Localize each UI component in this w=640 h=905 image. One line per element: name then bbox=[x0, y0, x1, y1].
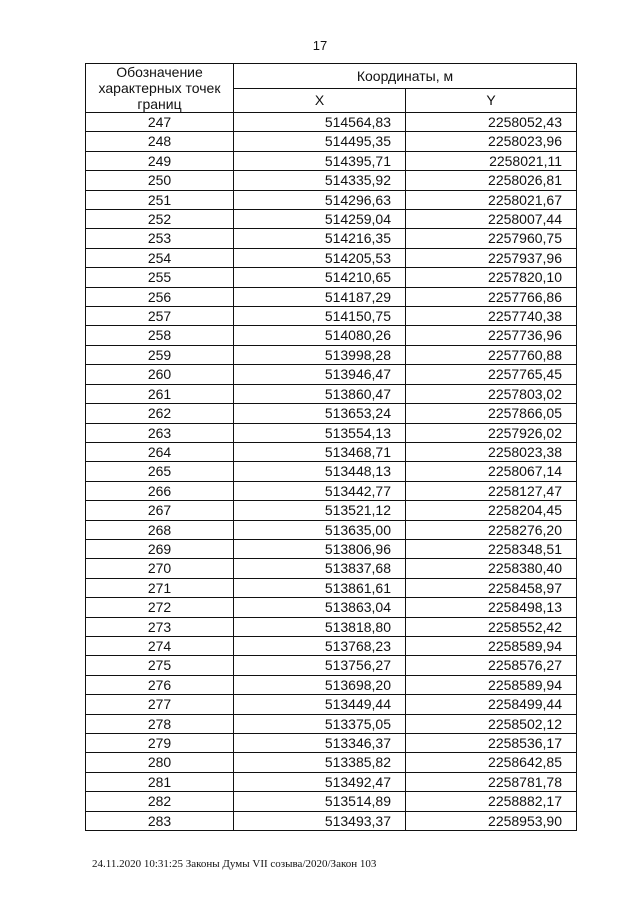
table-row bbox=[86, 481, 577, 500]
table-row bbox=[86, 268, 577, 287]
point-cell: 268 bbox=[86, 520, 234, 539]
point-cell: 247 bbox=[86, 113, 234, 132]
point-cell: 251 bbox=[86, 190, 234, 209]
point-cell: 262 bbox=[86, 404, 234, 423]
header-row-top bbox=[86, 64, 577, 89]
point-cell: 257 bbox=[86, 307, 234, 326]
x-cell: 513385,82 bbox=[234, 753, 406, 772]
x-cell: 513768,23 bbox=[234, 636, 406, 655]
y-cell: 2258067,14 bbox=[406, 462, 577, 481]
table-row bbox=[86, 617, 577, 636]
page-number: 17 bbox=[312, 38, 328, 53]
x-cell: 513448,13 bbox=[234, 462, 406, 481]
document-footer: 24.11.2020 10:31:25 Законы Думы VII созыва/2020/Закон 103 bbox=[92, 858, 377, 870]
point-cell: 278 bbox=[86, 714, 234, 733]
point-cell: 254 bbox=[86, 248, 234, 267]
y-cell: 2258589,94 bbox=[406, 675, 577, 694]
point-cell: 253 bbox=[86, 229, 234, 248]
x-cell: 513946,47 bbox=[234, 365, 406, 384]
table-row bbox=[86, 520, 577, 539]
table-row bbox=[86, 753, 577, 772]
table-row bbox=[86, 171, 577, 190]
y-cell: 2257766,86 bbox=[406, 287, 577, 306]
table-row bbox=[86, 365, 577, 384]
y-cell: 2258021,67 bbox=[406, 190, 577, 209]
point-cell: 249 bbox=[86, 151, 234, 170]
table-body bbox=[86, 113, 577, 831]
x-cell: 513468,71 bbox=[234, 442, 406, 461]
y-cell: 2257820,10 bbox=[406, 268, 577, 287]
x-cell: 513698,20 bbox=[234, 675, 406, 694]
y-cell: 2257960,75 bbox=[406, 229, 577, 248]
point-cell: 280 bbox=[86, 753, 234, 772]
y-cell: 2258536,17 bbox=[406, 734, 577, 753]
boundary-coordinates-table bbox=[85, 63, 577, 831]
table-row bbox=[86, 345, 577, 364]
x-cell: 514080,26 bbox=[234, 326, 406, 345]
table-row bbox=[86, 539, 577, 558]
table-row bbox=[86, 423, 577, 442]
y-cell: 2258458,97 bbox=[406, 578, 577, 597]
y-cell: 2258021,11 bbox=[406, 151, 577, 170]
y-cell: 2258642,85 bbox=[406, 753, 577, 772]
point-cell: 266 bbox=[86, 481, 234, 500]
x-cell: 513375,05 bbox=[234, 714, 406, 733]
table-row bbox=[86, 326, 577, 345]
point-cell: 283 bbox=[86, 811, 234, 830]
y-cell: 2258348,51 bbox=[406, 539, 577, 558]
y-cell: 2257866,05 bbox=[406, 404, 577, 423]
point-cell: 255 bbox=[86, 268, 234, 287]
point-cell: 248 bbox=[86, 132, 234, 151]
point-cell: 276 bbox=[86, 675, 234, 694]
x-cell: 514395,71 bbox=[234, 151, 406, 170]
y-cell: 2257926,02 bbox=[406, 423, 577, 442]
table-row bbox=[86, 190, 577, 209]
x-cell: 514495,35 bbox=[234, 132, 406, 151]
table-row bbox=[86, 792, 577, 811]
table-row bbox=[86, 559, 577, 578]
y-cell: 2258052,43 bbox=[406, 113, 577, 132]
point-cell: 274 bbox=[86, 636, 234, 655]
x-cell: 513442,77 bbox=[234, 481, 406, 500]
x-cell: 514210,65 bbox=[234, 268, 406, 287]
table-row bbox=[86, 636, 577, 655]
point-cell: 258 bbox=[86, 326, 234, 345]
point-cell: 261 bbox=[86, 384, 234, 403]
y-cell: 2258882,17 bbox=[406, 792, 577, 811]
header-coordinates: Координаты, м bbox=[234, 64, 577, 89]
x-cell: 513449,44 bbox=[234, 695, 406, 714]
point-cell: 281 bbox=[86, 772, 234, 791]
x-cell: 513818,80 bbox=[234, 617, 406, 636]
x-cell: 513521,12 bbox=[234, 501, 406, 520]
point-cell: 259 bbox=[86, 345, 234, 364]
y-cell: 2258781,78 bbox=[406, 772, 577, 791]
y-cell: 2258026,81 bbox=[406, 171, 577, 190]
x-cell: 514564,83 bbox=[234, 113, 406, 132]
table-row bbox=[86, 287, 577, 306]
point-cell: 272 bbox=[86, 598, 234, 617]
y-cell: 2257803,02 bbox=[406, 384, 577, 403]
y-cell: 2258576,27 bbox=[406, 656, 577, 675]
y-cell: 2258023,96 bbox=[406, 132, 577, 151]
y-cell: 2258589,94 bbox=[406, 636, 577, 655]
point-cell: 271 bbox=[86, 578, 234, 597]
y-cell: 2258552,42 bbox=[406, 617, 577, 636]
x-cell: 514335,92 bbox=[234, 171, 406, 190]
x-cell: 513653,24 bbox=[234, 404, 406, 423]
point-cell: 282 bbox=[86, 792, 234, 811]
header-points: Обозначение характерных точек границ bbox=[86, 64, 234, 113]
x-cell: 514205,53 bbox=[234, 248, 406, 267]
x-cell: 513863,04 bbox=[234, 598, 406, 617]
table-row bbox=[86, 578, 577, 597]
x-cell: 513756,27 bbox=[234, 656, 406, 675]
y-cell: 2258127,47 bbox=[406, 481, 577, 500]
point-cell: 277 bbox=[86, 695, 234, 714]
y-cell: 2258007,44 bbox=[406, 210, 577, 229]
table-row bbox=[86, 501, 577, 520]
point-cell: 270 bbox=[86, 559, 234, 578]
table-row bbox=[86, 772, 577, 791]
table-row bbox=[86, 384, 577, 403]
y-cell: 2258380,40 bbox=[406, 559, 577, 578]
table-row bbox=[86, 210, 577, 229]
x-cell: 514259,04 bbox=[234, 210, 406, 229]
point-cell: 252 bbox=[86, 210, 234, 229]
table-row bbox=[86, 675, 577, 694]
header-x: X bbox=[234, 88, 406, 113]
y-cell: 2258498,13 bbox=[406, 598, 577, 617]
table-header bbox=[86, 64, 577, 113]
table-row bbox=[86, 151, 577, 170]
header-y: Y bbox=[406, 88, 577, 113]
table-row bbox=[86, 307, 577, 326]
y-cell: 2258023,38 bbox=[406, 442, 577, 461]
table-row bbox=[86, 734, 577, 753]
x-cell: 513861,61 bbox=[234, 578, 406, 597]
point-cell: 267 bbox=[86, 501, 234, 520]
table-row bbox=[86, 811, 577, 830]
table-row bbox=[86, 248, 577, 267]
table-row bbox=[86, 404, 577, 423]
y-cell: 2258276,20 bbox=[406, 520, 577, 539]
x-cell: 513492,47 bbox=[234, 772, 406, 791]
table-row bbox=[86, 714, 577, 733]
point-cell: 275 bbox=[86, 656, 234, 675]
x-cell: 513514,89 bbox=[234, 792, 406, 811]
point-cell: 273 bbox=[86, 617, 234, 636]
table-row bbox=[86, 229, 577, 248]
x-cell: 513493,37 bbox=[234, 811, 406, 830]
y-cell: 2257736,96 bbox=[406, 326, 577, 345]
y-cell: 2258499,44 bbox=[406, 695, 577, 714]
x-cell: 513860,47 bbox=[234, 384, 406, 403]
point-cell: 269 bbox=[86, 539, 234, 558]
y-cell: 2258204,45 bbox=[406, 501, 577, 520]
y-cell: 2257760,88 bbox=[406, 345, 577, 364]
point-cell: 250 bbox=[86, 171, 234, 190]
x-cell: 513635,00 bbox=[234, 520, 406, 539]
table-row bbox=[86, 656, 577, 675]
point-cell: 264 bbox=[86, 442, 234, 461]
x-cell: 513346,37 bbox=[234, 734, 406, 753]
table-row bbox=[86, 113, 577, 132]
point-cell: 256 bbox=[86, 287, 234, 306]
x-cell: 513806,96 bbox=[234, 539, 406, 558]
table-row bbox=[86, 442, 577, 461]
table-row bbox=[86, 598, 577, 617]
point-cell: 279 bbox=[86, 734, 234, 753]
table-row bbox=[86, 695, 577, 714]
x-cell: 514187,29 bbox=[234, 287, 406, 306]
x-cell: 513554,13 bbox=[234, 423, 406, 442]
point-cell: 265 bbox=[86, 462, 234, 481]
point-cell: 260 bbox=[86, 365, 234, 384]
table-row bbox=[86, 132, 577, 151]
y-cell: 2257937,96 bbox=[406, 248, 577, 267]
y-cell: 2257740,38 bbox=[406, 307, 577, 326]
x-cell: 513998,28 bbox=[234, 345, 406, 364]
x-cell: 514296,63 bbox=[234, 190, 406, 209]
x-cell: 513837,68 bbox=[234, 559, 406, 578]
y-cell: 2258502,12 bbox=[406, 714, 577, 733]
x-cell: 514216,35 bbox=[234, 229, 406, 248]
point-cell: 263 bbox=[86, 423, 234, 442]
y-cell: 2258953,90 bbox=[406, 811, 577, 830]
y-cell: 2257765,45 bbox=[406, 365, 577, 384]
x-cell: 514150,75 bbox=[234, 307, 406, 326]
table-row bbox=[86, 462, 577, 481]
